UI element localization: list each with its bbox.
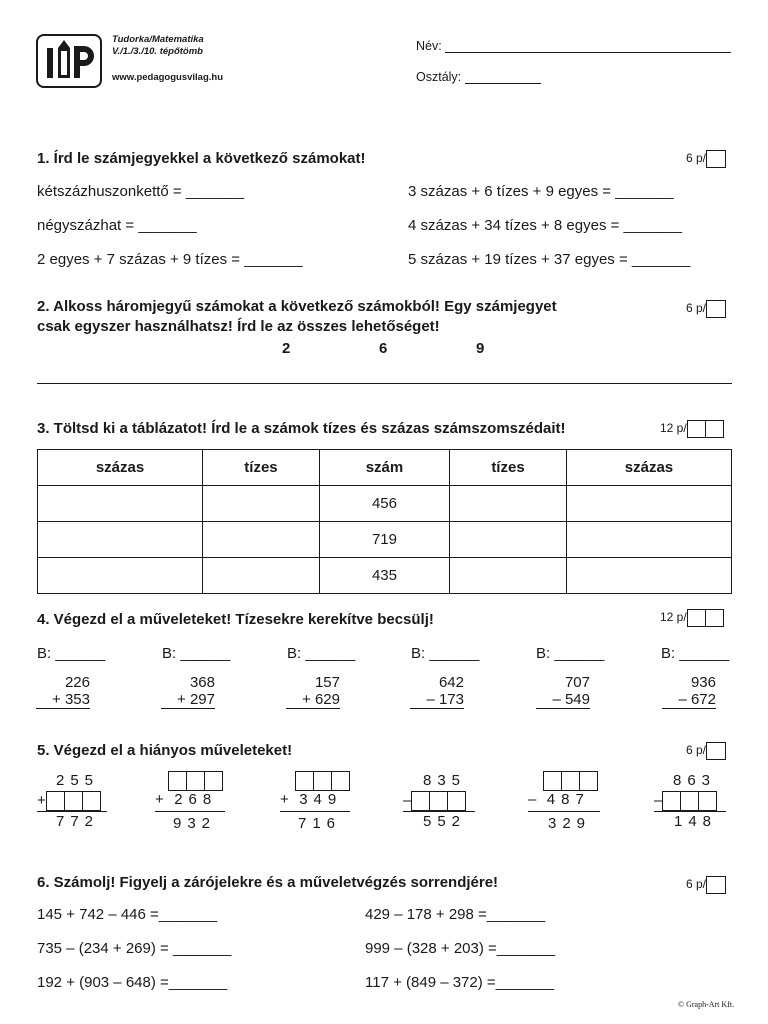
- number-cell: 435: [319, 558, 449, 594]
- neighbours-table: [37, 449, 732, 594]
- operand-top: 707: [564, 674, 590, 691]
- missing-digits-box[interactable]: [411, 791, 466, 811]
- task2-digit-3: 9: [476, 340, 485, 357]
- result-line: [155, 811, 225, 812]
- task1-left-1: kétszázhuszonkettő = _______: [37, 183, 245, 200]
- missing-op-top-box[interactable]: [295, 771, 350, 791]
- missing-digits-box[interactable]: [46, 791, 101, 811]
- task6-left-3: 192 + (903 – 648) =_______: [37, 974, 228, 991]
- answer-cell[interactable]: [203, 558, 320, 594]
- name-line[interactable]: [445, 52, 731, 53]
- result-line: [280, 811, 350, 812]
- operator-sign: +: [280, 791, 295, 808]
- answer-cell[interactable]: [450, 558, 567, 594]
- booklet-code: V./1./3./10. tépőtömb: [112, 46, 203, 57]
- subtraction-op: [410, 674, 464, 709]
- task5-title: 5. Végezd el a hiányos műveleteket!: [37, 742, 293, 759]
- missing-op-top-box[interactable]: [543, 771, 598, 791]
- publisher-logo: [36, 34, 102, 88]
- table-row: [38, 558, 732, 594]
- col-header: tízes: [203, 450, 320, 486]
- answer-cell[interactable]: [38, 522, 203, 558]
- operand-bottom: + 353: [36, 691, 90, 709]
- operator-sign: –: [403, 791, 412, 809]
- missing-op-row: [654, 791, 717, 811]
- operand-top: 368: [189, 674, 215, 691]
- missing-op-row: [403, 791, 466, 811]
- estimate-field[interactable]: B: ______: [162, 645, 231, 662]
- task4-points: [660, 609, 724, 627]
- missing-digits-box[interactable]: [295, 771, 350, 791]
- col-header: tízes: [450, 450, 567, 486]
- missing-op-top: 835: [423, 772, 467, 789]
- missing-op-row: [528, 791, 590, 809]
- task6-points: [686, 876, 726, 894]
- missing-op-row: [280, 791, 342, 809]
- missing-op-top: 255: [56, 772, 100, 789]
- estimate-field[interactable]: B: ______: [37, 645, 106, 662]
- task6-left-1: 145 + 742 – 446 =_______: [37, 906, 218, 923]
- result-line: [654, 811, 726, 812]
- answer-cell[interactable]: [566, 522, 731, 558]
- answer-cell[interactable]: [38, 486, 203, 522]
- missing-op-mid: 487: [546, 791, 590, 808]
- task2-answer-line[interactable]: [37, 383, 732, 384]
- task3-score-box[interactable]: [687, 420, 724, 438]
- task1-right-2: 4 százas + 34 tízes + 8 egyes = _______: [408, 217, 682, 234]
- operand-bottom: + 629: [286, 691, 340, 709]
- number-cell: 719: [319, 522, 449, 558]
- task3-points-label: 12 p/: [660, 421, 687, 436]
- task6-right-1: 429 – 178 + 298 =_______: [365, 906, 546, 923]
- missing-op-top: 863: [673, 772, 717, 789]
- answer-cell[interactable]: [450, 522, 567, 558]
- missing-op-result: 552: [423, 813, 467, 830]
- missing-op-row: [155, 791, 217, 809]
- task1-left-3: 2 egyes + 7 százas + 9 tízes = _______: [37, 251, 303, 268]
- operand-bottom: – 173: [410, 691, 464, 709]
- answer-cell[interactable]: [203, 486, 320, 522]
- task2-title-line1: 2. Alkoss háromjegyű számokat a következő számokból! Egy számjegyet: [37, 298, 557, 315]
- addition-op: [161, 674, 215, 709]
- series-label: Tudorka/Matematika: [112, 34, 204, 45]
- task6-title: 6. Számolj! Figyelj a zárójelekre és a műveletvégzés sorrendjére!: [37, 874, 499, 891]
- task6-points-label: 6 p/: [686, 877, 707, 892]
- task6-left-2: 735 – (234 + 269) = _______: [37, 940, 232, 957]
- missing-op-result: 148: [674, 813, 718, 830]
- task2-digit-2: 6: [379, 340, 388, 357]
- operand-bottom: – 549: [536, 691, 590, 709]
- operator-sign: –: [654, 791, 663, 809]
- answer-cell[interactable]: [203, 522, 320, 558]
- task2-title-line2: csak egyszer használhatsz! Írd le az összes lehetőséget!: [37, 318, 440, 335]
- task6-right-3: 117 + (849 – 372) =_______: [365, 974, 555, 991]
- pencil-logo-icon: [38, 36, 100, 86]
- task1-right-1: 3 százas + 6 tízes + 9 egyes = _______: [408, 183, 674, 200]
- class-line[interactable]: [465, 83, 541, 84]
- website-link[interactable]: www.pedagogusvilag.hu: [112, 72, 224, 83]
- missing-op-row: [37, 791, 101, 811]
- name-field[interactable]: [416, 39, 731, 53]
- answer-cell[interactable]: [566, 486, 731, 522]
- answer-cell[interactable]: [450, 486, 567, 522]
- result-line: [37, 811, 107, 812]
- missing-op-result: 932: [173, 815, 217, 832]
- col-header: százas: [566, 450, 731, 486]
- table-row: [38, 486, 732, 522]
- addition-op: [36, 674, 90, 709]
- answer-cell[interactable]: [566, 558, 731, 594]
- task2-score-box[interactable]: [706, 300, 726, 318]
- class-label: Osztály:: [416, 70, 462, 84]
- task4-score-box[interactable]: [687, 609, 724, 627]
- operand-top: 642: [438, 674, 464, 691]
- missing-op-result: 772: [56, 813, 100, 830]
- task4-points-label: 12 p/: [660, 610, 687, 625]
- task6-right-2: 999 – (328 + 203) =_______: [365, 940, 556, 957]
- subtraction-op: [536, 674, 590, 709]
- task3-title: 3. Töltsd ki a táblázatot! Írd le a számok tízes és százas számszomszédait!: [37, 420, 566, 437]
- task4-title: 4. Végezd el a műveleteket! Tízesekre kerekítve becsülj!: [37, 611, 434, 628]
- task1-title: 1. Írd le számjegyekkel a következő számokat!: [37, 150, 366, 167]
- task1-score-box[interactable]: [706, 150, 726, 168]
- subtraction-op: [662, 674, 716, 709]
- answer-cell[interactable]: [38, 558, 203, 594]
- estimate-field[interactable]: B: ______: [661, 645, 730, 662]
- missing-op-result: 716: [298, 815, 342, 832]
- task5-points: [686, 742, 726, 760]
- missing-op-mid: 268: [174, 791, 218, 808]
- table-row: [38, 522, 732, 558]
- task1-left-2: négyszázhat = _______: [37, 217, 197, 234]
- operator-sign: –: [528, 791, 543, 808]
- task1-points: [686, 150, 726, 168]
- class-field[interactable]: [416, 70, 541, 84]
- table-header-row: [38, 450, 732, 486]
- missing-op-result: 329: [548, 815, 592, 832]
- operand-top: 936: [690, 674, 716, 691]
- task1-right-3: 5 százas + 19 tízes + 37 egyes = _______: [408, 251, 691, 268]
- number-cell: 456: [319, 486, 449, 522]
- missing-digits-box[interactable]: [662, 791, 717, 811]
- col-header: szám: [319, 450, 449, 486]
- estimate-field[interactable]: B: ______: [411, 645, 480, 662]
- operator-sign: +: [155, 791, 170, 808]
- task2-digit-1: 2: [282, 340, 291, 357]
- addition-op: [286, 674, 340, 709]
- operand-bottom: + 297: [161, 691, 215, 709]
- task2-points-label: 6 p/: [686, 301, 707, 316]
- task5-score-box[interactable]: [706, 742, 726, 760]
- task5-points-label: 6 p/: [686, 743, 707, 758]
- col-header: százas: [38, 450, 203, 486]
- missing-op-mid: 349: [299, 791, 343, 808]
- estimate-field[interactable]: B: ______: [536, 645, 605, 662]
- task1-points-label: 6 p/: [686, 151, 707, 166]
- task2-points: [686, 300, 726, 318]
- operand-top: 157: [314, 674, 340, 691]
- result-line: [528, 811, 600, 812]
- estimate-field[interactable]: B: ______: [287, 645, 356, 662]
- operand-bottom: – 672: [662, 691, 716, 709]
- task6-score-box[interactable]: [706, 876, 726, 894]
- task3-points: [660, 420, 724, 438]
- missing-op-top-box[interactable]: [168, 771, 223, 791]
- name-label: Név:: [416, 39, 442, 53]
- missing-digits-box[interactable]: [168, 771, 223, 791]
- result-line: [403, 811, 475, 812]
- operator-sign: +: [37, 791, 46, 809]
- copyright-footer: © Graph-Art Kft.: [678, 1000, 735, 1009]
- operand-top: 226: [64, 674, 90, 691]
- missing-digits-box[interactable]: [543, 771, 598, 791]
